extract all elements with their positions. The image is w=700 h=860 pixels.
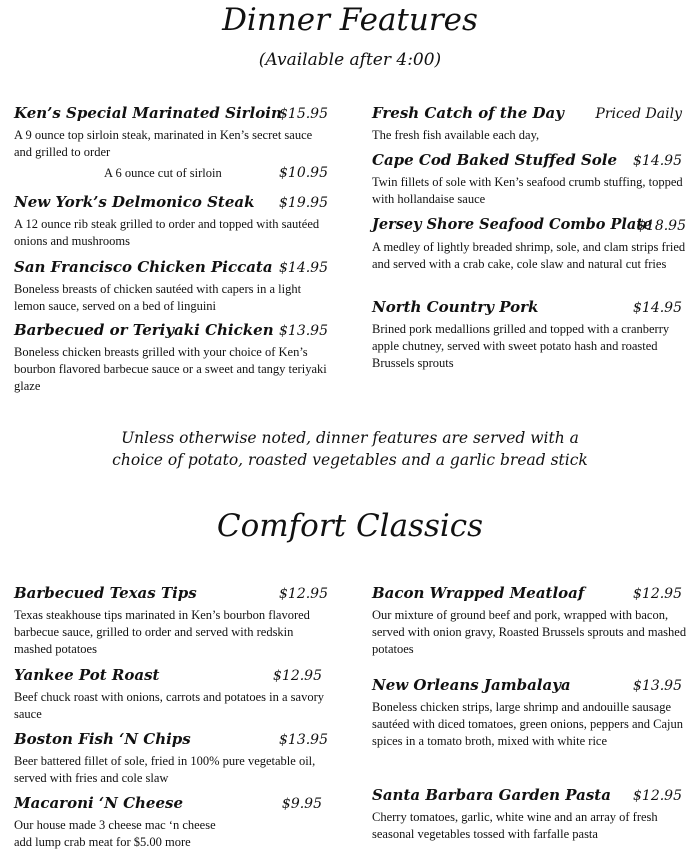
dinner-features-subtitle: (Available after 4:00) (258, 50, 442, 70)
item-price: $13.95 (633, 678, 682, 694)
item-name: Ken’s Special Marinated Sirloin (14, 104, 282, 122)
item-name: Fresh Catch of the Day (372, 104, 564, 122)
item-name: Yankee Pot Roast (14, 666, 160, 684)
item-price: $14.95 (633, 300, 682, 316)
item-price: $12.95 (633, 788, 682, 804)
item-price: $12.95 (273, 668, 322, 684)
item-price: Priced Daily (595, 106, 682, 122)
item-description-addon: add lump crab meat for $5.00 more (14, 835, 191, 849)
item-price: $18.95 (637, 218, 686, 234)
item-price: $12.95 (279, 586, 328, 602)
item-description: The fresh fish available each day, (372, 128, 540, 142)
item-name: New Orleans Jambalaya (372, 676, 571, 694)
item-price: $12.95 (633, 586, 682, 602)
item-name: North Country Pork (372, 298, 539, 316)
item-description: A 9 ounce top sirloin steak, marinated in Ken’s secret sauce and grilled to order (14, 128, 313, 159)
item-description: A medley of lightly breaded shrimp, sole, and clam strips fried and served with a crab cake, cole slaw and natural cut fries (372, 240, 686, 271)
item-description: Boneless chicken strips, large shrimp and andouille sausage sautéed with diced tomatoes, green onions, peppers and Cajun spices in a tomato broth, mixed with white rice (372, 700, 684, 748)
comfort-classics-title: Comfort Classics (216, 508, 484, 544)
item-description: Twin fillets of sole with Ken’s seafood crumb stuffing, topped with hollandaise sauce (372, 175, 683, 206)
item-price: $14.95 (633, 153, 682, 169)
item-description: Boneless chicken breasts grilled with your choice of Ken’s bourbon flavored barbecue sauce or a sweet and tangy teriyaki glaze (14, 345, 327, 393)
item-name: Cape Cod Baked Stuffed Sole (372, 151, 618, 169)
item-description: Boneless breasts of chicken sautéed with capers in a light lemon sauce, served on a bed of linguini (14, 282, 302, 313)
item-description: Texas steakhouse tips marinated in Ken’s bourbon flavored barbecue sauce, grilled to order and served with redskin mashed potatoes (14, 608, 310, 656)
item-price: $19.95 (279, 195, 328, 211)
item-description: Our mixture of ground beef and pork, wrapped with bacon, served with onion gravy, Roasted Brussels sprouts and mashed potatoes (372, 608, 687, 656)
dinner-note-line-2: choice of potato, roasted vegetables and a garlic bread stick (112, 451, 588, 469)
item-name: Boston Fish ‘N Chips (14, 730, 191, 748)
item-name: Santa Barbara Garden Pasta (372, 786, 611, 804)
item-name: Barbecued or Teriyaki Chicken (14, 321, 274, 339)
item-name: San Francisco Chicken Piccata (14, 258, 273, 276)
item-description: Beer battered fillet of sole, fried in 100% pure vegetable oil, served with fries and cole slaw (14, 754, 316, 785)
item-price: $14.95 (279, 260, 328, 276)
item-name: Bacon Wrapped Meatloaf (372, 584, 585, 602)
dinner-features-title: Dinner Features (222, 2, 478, 38)
item-name: Macaroni ‘N Cheese (14, 794, 183, 812)
item-name: Barbecued Texas Tips (14, 584, 197, 602)
item-name: Jersey Shore Seafood Combo Plate (372, 216, 653, 233)
item-price: $9.95 (281, 796, 322, 812)
item-description: Our house made 3 cheese mac ‘n cheese (14, 818, 216, 832)
item-price: $13.95 (279, 732, 328, 748)
item-description: Brined pork medallions grilled and topped with a cranberry apple chutney, served with sweet potato hash and roasted Brussels sprouts (372, 322, 670, 370)
item-extra-option: A 6 ounce cut of sirloin (104, 166, 222, 180)
item-description: A 12 ounce rib steak grilled to order and topped with sautéed onions and mushrooms (14, 217, 320, 248)
item-price: $13.95 (279, 323, 328, 339)
item-extra-price: $10.95 (279, 165, 328, 181)
item-description: Cherry tomatoes, garlic, white wine and an array of fresh seasonal vegetables tossed with farfalle pasta (372, 810, 658, 841)
item-price: $15.95 (279, 106, 328, 122)
item-name: New York’s Delmonico Steak (14, 193, 255, 211)
item-description: Beef chuck roast with onions, carrots and potatoes in a savory sauce (14, 690, 324, 721)
dinner-note-line-1: Unless otherwise noted, dinner features are served with a (121, 429, 579, 447)
